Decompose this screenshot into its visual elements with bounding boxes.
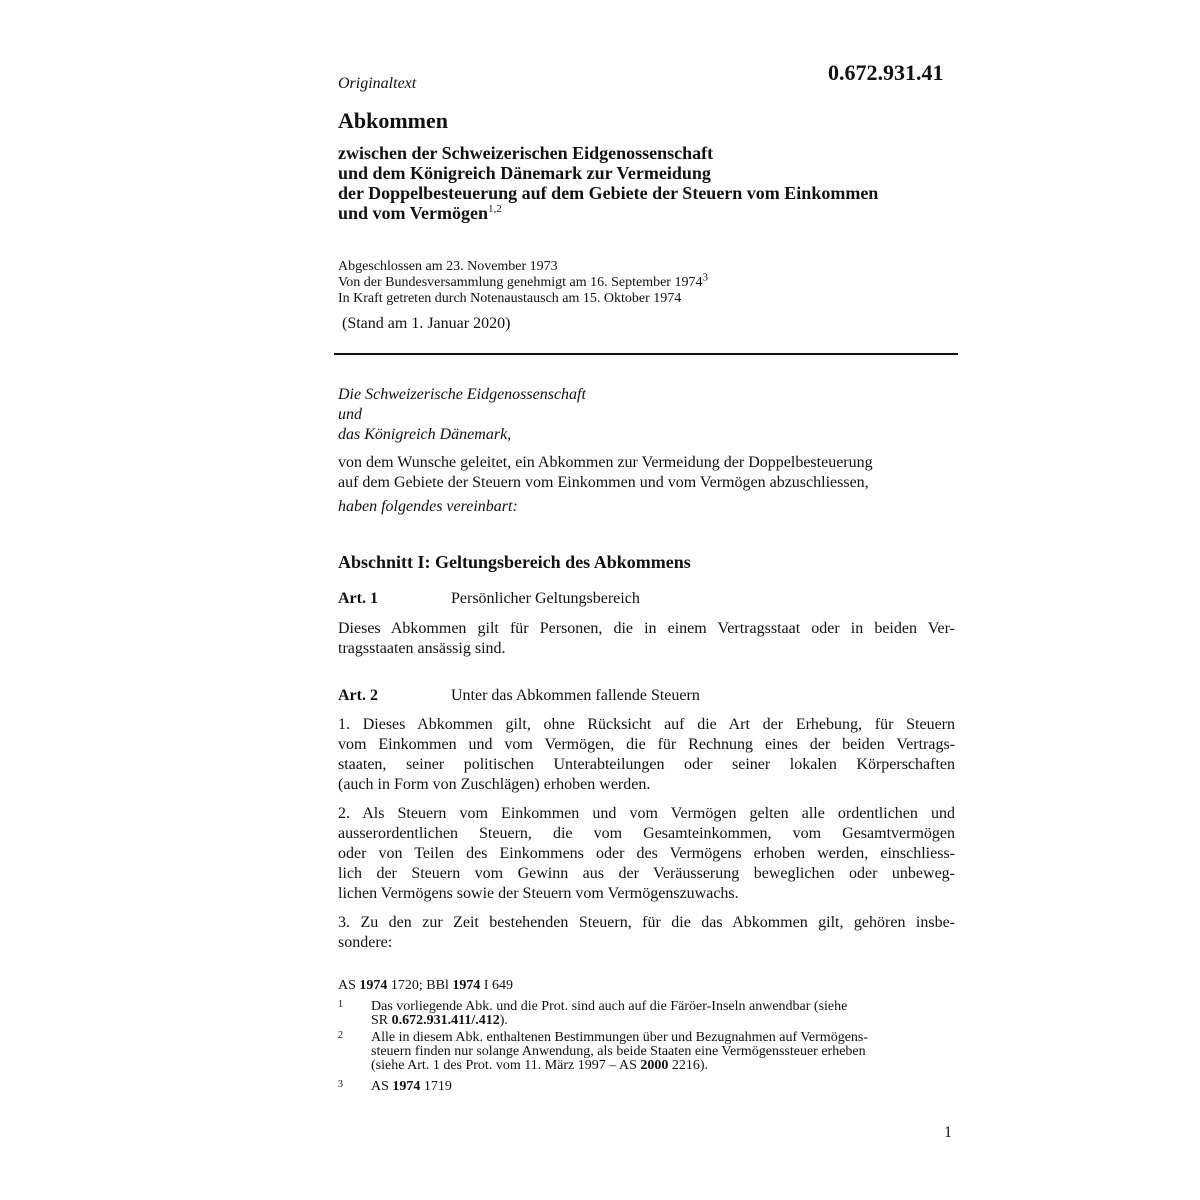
status-date: (Stand am 1. Januar 2020) — [342, 315, 511, 332]
footnote-text — [371, 1000, 951, 1028]
original-text-label: Originaltext — [338, 75, 417, 92]
paragraph-line: vom Einkommen und vom Vermögen, die für Rechnung eines der beiden Vertrags- — [338, 736, 955, 753]
subtitle-line: zwischen der Schweizerischen Eidgenossenschaft — [338, 143, 714, 163]
paragraph-line: 3. Zu den zur Zeit bestehenden Steuern, für die das Abkommen gilt, gehören insbe- — [338, 914, 955, 931]
article-1-text — [338, 619, 955, 659]
subtitle-line-text: und vom Vermögen — [338, 203, 489, 223]
footnote-sr-link[interactable]: 0.672.931.411 — [391, 1013, 472, 1028]
contracting-parties — [338, 385, 586, 445]
footnote-1 — [338, 1000, 958, 1032]
sr-number: 0.672.931.41 — [828, 60, 944, 85]
subtitle-line: der Doppelbesteuerung auf dem Gebiete der Steuern vom Einkommen — [338, 183, 879, 203]
article-2-paragraph-2 — [338, 804, 955, 904]
preamble-agreed: haben folgendes vereinbart: — [338, 498, 518, 515]
footnote-number: 2 — [338, 1030, 343, 1041]
footnote-as-prefix: AS — [371, 1079, 393, 1094]
paragraph-line: staaten, seiner politischen Unterabteilungen oder seiner lokalen Körperschaften — [338, 756, 955, 773]
party-denmark: das Königreich Dänemark, — [338, 426, 512, 443]
footnote-3 — [338, 1080, 958, 1096]
footnote-line: Das vorliegende Abk. und die Prot. sind auch auf die Färöer-Inseln anwendbar (siehe — [371, 999, 848, 1014]
page-number: 1 — [944, 1124, 952, 1141]
as-prefix: AS — [338, 978, 360, 993]
preamble-text — [338, 453, 955, 493]
footnote-text — [371, 1080, 951, 1094]
footnote-as-suffix: 1719 — [420, 1079, 452, 1094]
footnote-as-year: 1974 — [392, 1079, 421, 1094]
bbl-year: 1974 — [452, 978, 481, 993]
footnote-sr-link-2[interactable]: /.412 — [471, 1013, 500, 1028]
footnote-line: Alle in diesem Abk. enthaltenen Bestimmungen über und Bezugnahmen auf Vermögens- — [371, 1030, 869, 1045]
treaty-dates — [338, 259, 708, 307]
paragraph-line: oder von Teilen des Einkommens oder des Vermögens erhoben werden, einschliess- — [338, 845, 955, 862]
article-1-number: Art. 1 — [338, 590, 378, 607]
article-2-number: Art. 2 — [338, 687, 378, 704]
footnote-ref-3[interactable]: 3 — [702, 271, 708, 284]
bbl-suffix: I 649 — [480, 978, 514, 993]
paragraph-line: (auch in Form von Zuschlägen) erhoben werden. — [338, 776, 651, 793]
article-1-title: Persönlicher Geltungsbereich — [451, 590, 640, 607]
paragraph-line: lichen Vermögens sowie der Steuern vom Vermögenszuwachs. — [338, 885, 739, 902]
paragraph-line: 2. Als Steuern vom Einkommen und vom Vermögen gelten alle ordentlichen und — [338, 805, 955, 822]
section-heading: Abschnitt I: Geltungsbereich des Abkommens — [338, 552, 691, 572]
paragraph-line: sondere: — [338, 934, 393, 951]
preamble-line: von dem Wunsche geleitet, ein Abkommen zur Vermeidung der Doppelbesteuerung — [338, 454, 873, 471]
footnote-sr-prefix: SR — [371, 1013, 392, 1028]
as-year: 1974 — [359, 978, 388, 993]
as-mid: 1720; BBl — [387, 978, 453, 993]
paragraph-line: 1. Dieses Abkommen gilt, ohne Rücksicht auf die Art der Erhebung, für Steuern — [338, 716, 955, 733]
footnote-2 — [338, 1031, 958, 1077]
party-switzerland: Die Schweizerische Eidgenossenschaft — [338, 386, 586, 403]
footnote-sr-end: ). — [499, 1013, 508, 1028]
document-subtitle — [338, 143, 978, 223]
as-reference — [338, 978, 513, 994]
approved-date — [338, 271, 708, 291]
footnote-ref-1-2[interactable]: 1,2 — [488, 203, 502, 215]
preamble-line: auf dem Gebiete der Steuern vom Einkommen und vom Vermögen abzuschliessen, — [338, 474, 869, 491]
paragraph-line: lich der Steuern vom Gewinn aus der Veräusserung beweglichen oder unbeweg- — [338, 865, 955, 882]
header-divider — [334, 353, 958, 355]
paragraph-line: ausserordentlichen Steuern, die vom Gesamteinkommen, vom Gesamtvermögen — [338, 825, 955, 842]
subtitle-line — [338, 203, 978, 223]
party-conjunction: und — [338, 406, 362, 423]
footnote-as-prefix: (siehe Art. 1 des Prot. vom 11. März 1997 – AS — [371, 1058, 641, 1073]
in-force-date: In Kraft getreten durch Notenaustausch am 15. Oktober 1974 — [338, 291, 682, 306]
document-title: Abkommen — [338, 108, 449, 133]
footnote-line — [371, 1014, 951, 1028]
footnote-number: 1 — [338, 999, 343, 1010]
article-2-title: Unter das Abkommen fallende Steuern — [451, 687, 700, 704]
footnote-line: steuern finden nur solange Anwendung, als beide Staaten eine Vermögenssteuer erheben — [371, 1044, 866, 1059]
footnote-number: 3 — [338, 1079, 343, 1090]
concluded-date: Abgeschlossen am 23. November 1973 — [338, 259, 558, 274]
footnote-as-suffix: 2216). — [668, 1058, 709, 1073]
footnote-as-year: 2000 — [640, 1058, 669, 1073]
footnote-line — [371, 1059, 951, 1073]
article-2-paragraph-1 — [338, 715, 955, 795]
approved-date-text: Von der Bundesversammlung genehmigt am 16. September 1974 — [338, 275, 703, 290]
article-2-paragraph-3 — [338, 913, 955, 953]
subtitle-line: und dem Königreich Dänemark zur Vermeidung — [338, 163, 711, 183]
article-1-line: Dieses Abkommen gilt für Personen, die in einem Vertragsstaat oder in beiden Ver- — [338, 620, 955, 637]
footnote-text — [371, 1031, 951, 1073]
article-1-line: tragsstaaten ansässig sind. — [338, 640, 506, 657]
